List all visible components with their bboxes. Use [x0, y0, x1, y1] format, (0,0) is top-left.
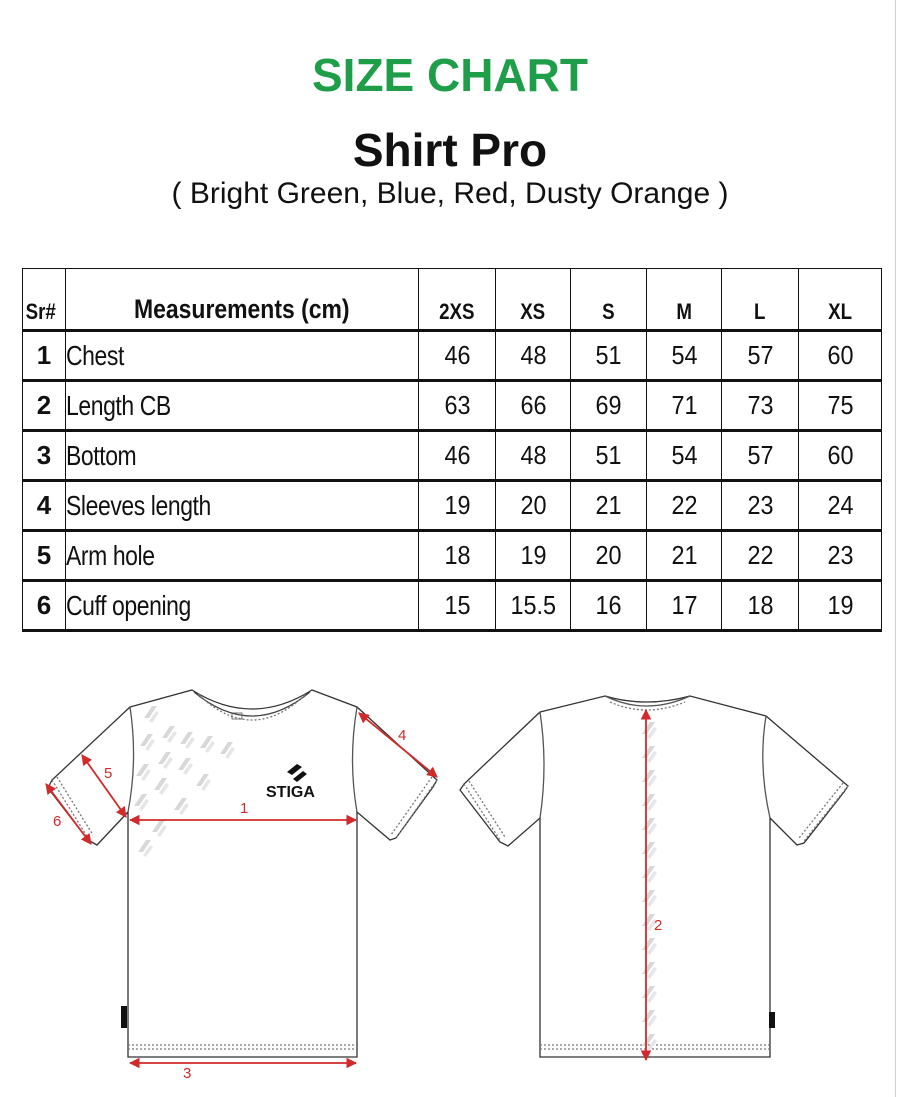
size-value: 63: [419, 381, 496, 431]
size-value: 57: [722, 331, 799, 381]
dimension-label-armhole: 5: [104, 765, 113, 782]
table-row: [23, 481, 882, 531]
size-value: 46: [419, 431, 496, 481]
dimension-label-sleeve: 4: [398, 727, 407, 744]
size-value: 21: [571, 481, 647, 531]
size-header-m: M: [647, 269, 722, 331]
shirt-diagram: [0, 630, 900, 1097]
size-value: 22: [647, 481, 722, 531]
measurement-name: Chest: [66, 331, 419, 381]
measurement-column-header: Measurements (cm): [66, 269, 419, 331]
size-value: 60: [799, 431, 882, 481]
size-value: 66: [496, 381, 571, 431]
table-row: [23, 331, 882, 381]
table-row: [23, 381, 882, 431]
size-value: 51: [571, 331, 647, 381]
row-number: 6: [23, 581, 66, 631]
size-value: 18: [419, 531, 496, 581]
sr-column-header: Sr#: [23, 269, 66, 331]
measurement-name: Length CB: [66, 381, 419, 431]
dimension-label-chest: 1: [240, 800, 249, 817]
size-header-xl: XL: [799, 269, 882, 331]
size-value: 23: [722, 481, 799, 531]
dimension-label-length: 2: [654, 917, 663, 934]
size-value: 73: [722, 381, 799, 431]
page-title: SIZE CHART: [312, 49, 588, 101]
measurement-name: Cuff opening: [66, 581, 419, 631]
size-value: 57: [722, 431, 799, 481]
row-number: 1: [23, 331, 66, 381]
product-name: Shirt Pro: [352, 124, 548, 176]
row-number: 5: [23, 531, 66, 581]
size-value: 20: [571, 531, 647, 581]
dimension-label-cuff: 6: [53, 813, 62, 830]
svg-text:STIGA: STIGA: [266, 784, 315, 801]
size-value: 15.5: [496, 581, 571, 631]
size-value: 46: [419, 331, 496, 381]
size-header-2xs: 2XS: [419, 269, 496, 331]
size-value: 19: [496, 531, 571, 581]
table-row: [23, 431, 882, 481]
size-value: 60: [799, 331, 882, 381]
size-value: 71: [647, 381, 722, 431]
size-value: 48: [496, 431, 571, 481]
size-value: 19: [419, 481, 496, 531]
size-value: 16: [571, 581, 647, 631]
dimension-label-bottom: 3: [183, 1065, 192, 1082]
measurement-name: Sleeves length: [66, 481, 419, 531]
size-header-s: S: [571, 269, 647, 331]
size-value: 75: [799, 381, 882, 431]
size-value: 69: [571, 381, 647, 431]
size-value: 23: [799, 531, 882, 581]
size-header-xs: XS: [496, 269, 571, 331]
size-value: 54: [647, 331, 722, 381]
size-value: 54: [647, 431, 722, 481]
size-value: 18: [722, 581, 799, 631]
table-row: [23, 531, 882, 581]
shirt-front: [48, 690, 437, 1057]
size-value: 22: [722, 531, 799, 581]
table-header-row: [23, 269, 882, 331]
size-value: 20: [496, 481, 571, 531]
row-number: 2: [23, 381, 66, 431]
size-value: 21: [647, 531, 722, 581]
size-value: 51: [571, 431, 647, 481]
color-options: ( Bright Green, Blue, Red, Dusty Orange ): [171, 177, 729, 210]
measurement-name: Bottom: [66, 431, 419, 481]
size-table: [22, 268, 882, 632]
size-value: 19: [799, 581, 882, 631]
size-value: 48: [496, 331, 571, 381]
measurement-name: Arm hole: [66, 531, 419, 581]
size-value: 15: [419, 581, 496, 631]
size-value: 24: [799, 481, 882, 531]
row-number: 3: [23, 431, 66, 481]
size-value: 17: [647, 581, 722, 631]
table-row: [23, 581, 882, 631]
size-header-l: L: [722, 269, 799, 331]
row-number: 4: [23, 481, 66, 531]
